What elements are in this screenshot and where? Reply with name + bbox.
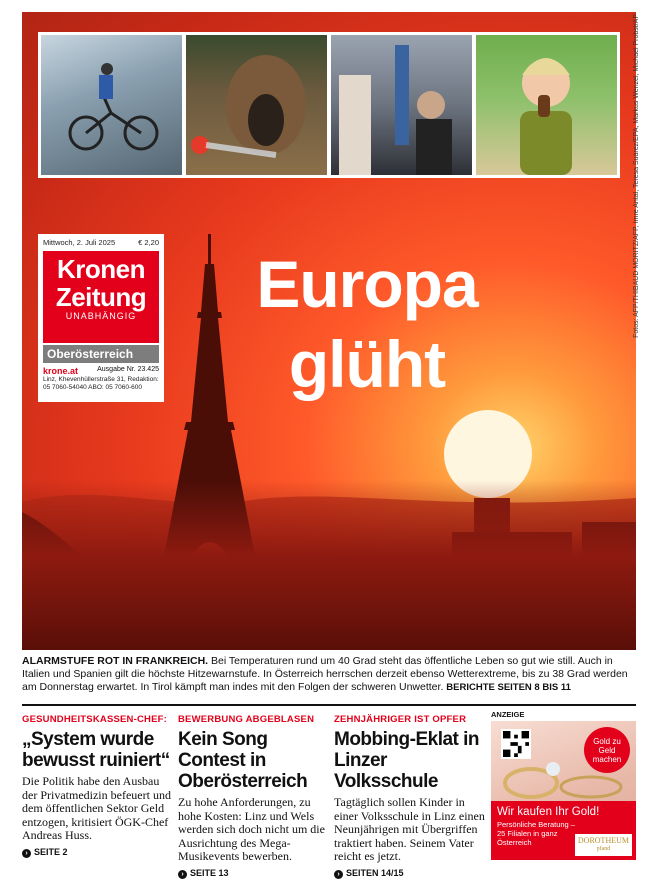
- main-headline: [252, 244, 482, 404]
- lead-page-ref: BERICHTE SEITEN 8 BIS 11: [446, 682, 571, 693]
- teaser-kicker: GESUNDHEITSKASSEN-CHEF:: [22, 714, 167, 725]
- logo-tagline: UNABHÄNGIG: [65, 311, 137, 321]
- teaser-kicker: ZEHNJÄHRIGER IST OPFER: [334, 714, 467, 725]
- ad-banner[interactable]: [491, 721, 636, 860]
- lead-kicker: ALARMSTUFE ROT IN FRANKREICH.: [22, 655, 209, 667]
- issue-date: Mittwoch, 2. Juli 2025: [43, 238, 116, 247]
- arrow-icon: ›: [22, 849, 31, 858]
- ad-badge: Gold zu Geld machen: [584, 727, 630, 773]
- teaser-page-ref: › SEITEN 14/15: [334, 868, 486, 879]
- teaser-page-ref: › SEITE 2: [22, 847, 174, 858]
- section-divider: [22, 704, 636, 706]
- advertisement[interactable]: [491, 710, 636, 860]
- photo-credit: Fotos: AFP/THIBAUD MORITZ/AFP, Imre Antal, Teresa Suárez/EPA, Markus Wenzel, Michael Probst/AP: [633, 14, 640, 338]
- logo-line-2: Zeitung: [55, 282, 147, 312]
- dorotheum-logo: DOROTHEUM pfand: [575, 834, 632, 856]
- teaser-page-ref: › SEITE 13: [178, 868, 330, 879]
- newspaper-logo: [43, 251, 159, 343]
- issue-number: Ausgabe Nr. 23.425: [97, 366, 159, 373]
- lead-paragraph: [22, 655, 636, 694]
- hero-shadow: [22, 480, 636, 650]
- ad-label: ANZEIGE: [491, 710, 525, 719]
- teaser-title: Mobbing-Eklat in Linzer Volksschule: [334, 729, 480, 792]
- ad-text: Persönliche Beratung – 25 Filialen in ganz Österreich: [497, 820, 575, 847]
- teaser-title: Kein Song Contest in Oberösterreich: [178, 729, 308, 792]
- photo-water-fountain: [331, 35, 472, 175]
- arrow-icon: ›: [334, 870, 343, 879]
- headline-line-2: glüht: [288, 327, 446, 401]
- masthead-dateline: [43, 238, 159, 247]
- website-link[interactable]: krone.at: [43, 366, 79, 376]
- masthead-info: [43, 366, 159, 376]
- teaser-kicker: BEWERBUNG ABGEBLASEN: [178, 714, 315, 725]
- photo-cyclist-fountain: [41, 35, 182, 175]
- teaser-song-contest[interactable]: [178, 714, 330, 879]
- photo-child-icecream: [476, 35, 617, 175]
- teaser-title: „System wurde bewusst ruiniert“: [22, 729, 170, 771]
- lead-text: Bei Temperaturen rund um 40 Grad steht das öffentliche Leben so gut wie still. Auch in Italien und Spanien gilt die höchste Hitzewarnstufe. In Österreich herrschen derzeit ebenso Wetterextreme, bis zu 38 Grad werden am Donnerstag erwartet. In Tirol kämpft man indes mit den Folgen der schweren Unwetter.: [22, 655, 628, 693]
- teaser-mobbing[interactable]: [334, 714, 486, 879]
- teaser-body: Zu hohe Anforderungen, zu hohe Kosten: Linz und Wels werden sich doch nicht um die Ausrichtung des Mega-Musikevents bewerben.: [178, 795, 325, 863]
- masthead: [38, 234, 164, 402]
- teaser-health[interactable]: [22, 714, 174, 858]
- editorial-address: Linz, Khevenhüllerstraße 31, Redaktion: 05 7060-54040 ABO: 05 7060-600: [43, 376, 159, 391]
- photo-llama-water: [186, 35, 327, 175]
- region-label: Oberösterreich: [43, 345, 159, 363]
- arrow-icon: ›: [178, 870, 187, 879]
- logo-line-1: Kronen: [57, 254, 145, 284]
- photo-strip: [38, 32, 620, 178]
- headline-line-1: Europa: [256, 247, 478, 321]
- teaser-body: Die Politik habe den Ausbau der Privatmedizin befeuert und dem öffentlichen Sektor Geld entzogen, kritisiert ÖGK-Chef Andreas Huss.: [22, 774, 171, 842]
- issue-price: € 2,20: [138, 238, 159, 247]
- teaser-body: Tagtäglich sollen Kinder in einer Volksschule in Linz einen Neunjährigen mit Übergriffen traktiert haben. Seinem Vater reicht es jetzt.: [334, 795, 485, 863]
- ad-headline: Wir kaufen Ihr Gold!: [497, 806, 600, 818]
